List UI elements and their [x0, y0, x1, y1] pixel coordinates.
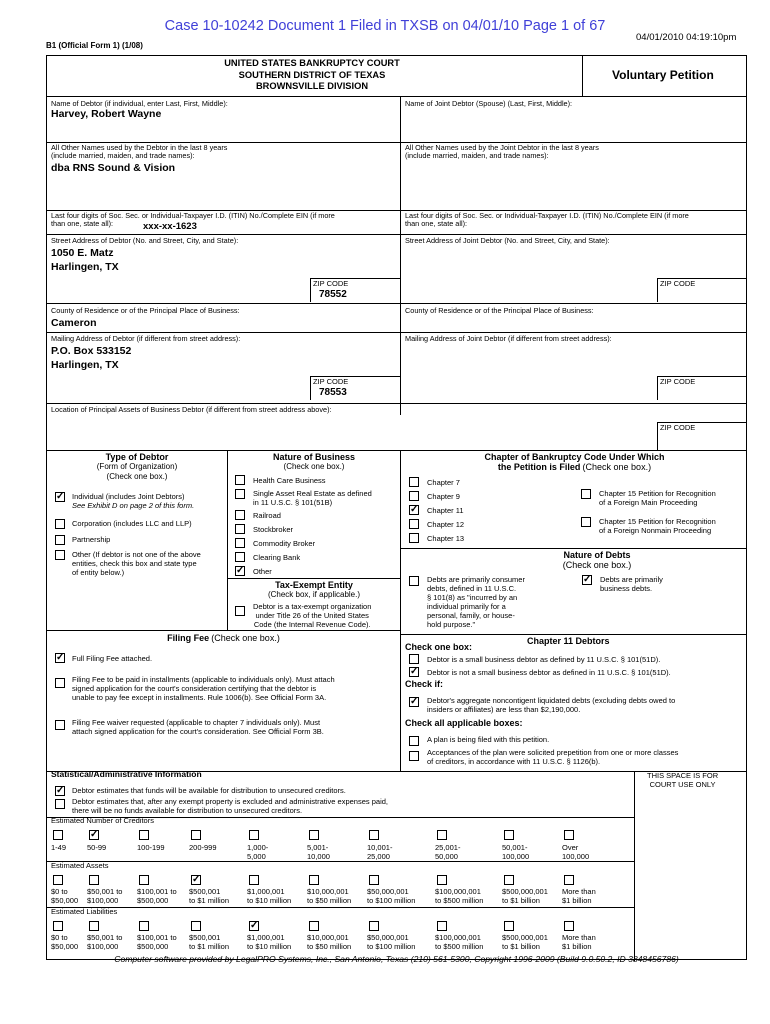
plan-filed-label: A plan is being filed with this petition.	[427, 735, 550, 744]
assets-checkbox-9[interactable]	[564, 875, 574, 885]
health-care-checkbox[interactable]	[235, 475, 245, 485]
chapter-11-label: Chapter 11	[427, 506, 464, 515]
small-business-label: Debtor is a small business debtor as defined by 11 U.S.C. § 101(51D).	[427, 655, 661, 664]
clearing-bank-label: Clearing Bank	[253, 553, 301, 562]
railroad-checkbox[interactable]	[235, 510, 245, 520]
acceptances-label: Acceptances of the plan were solicited prepetition from one or more classes of creditors, in accordance with 11 U.S.C. § 1126(b).	[427, 748, 679, 766]
petition-type: Voluntary Petition	[612, 68, 714, 82]
chapter-9-checkbox[interactable]	[409, 491, 419, 501]
liabilities-option-9: More than $1 billion	[562, 933, 596, 951]
stockbroker-checkbox[interactable]	[235, 524, 245, 534]
timestamp: 04/01/2010 04:19:10pm	[636, 32, 737, 43]
petition-form	[46, 55, 747, 960]
creditors-option-9: Over 100,000	[562, 843, 590, 861]
installments-label: Filing Fee to be paid in installments (applicable to individuals only). Must attach signed application for the court's consideration certifying that the debtor is unable to pay fee except in installments. Rule 1006(b). See Official Form 3A.	[72, 675, 335, 702]
chapter-12-checkbox[interactable]	[409, 519, 419, 529]
assets-checkbox-6[interactable]	[369, 875, 379, 885]
acceptances-checkbox[interactable]	[409, 751, 419, 761]
mail-line2: Harlingen, TX	[51, 359, 119, 371]
chapter-11-checkbox[interactable]	[409, 505, 419, 515]
creditors-option-4: 1,000- 5,000	[247, 843, 269, 861]
case-header: Case 10-10242 Document 1 Filed in TXSB on 04/01/10 Page 1 of 67	[164, 18, 606, 34]
chapter-15-nonmain-checkbox[interactable]	[581, 517, 591, 527]
no-funds-label: Debtor estimates that, after any exempt property is excluded and administrative expenses paid, there will be no funds available for distribution to unsecured creditors.	[72, 797, 388, 815]
funds-available-label: Debtor estimates that funds will be available for distribution to unsecured creditors.	[72, 786, 346, 795]
assets-option-2: $100,001 to $500,000	[137, 887, 177, 905]
creditors-checkbox-2[interactable]	[139, 830, 149, 840]
business-debts-checkbox[interactable]	[582, 575, 592, 585]
assets-option-1: $50,001 to $100,000	[87, 887, 123, 905]
ch11-heading: Chapter 11 Debtors	[527, 636, 610, 646]
creditors-option-2: 100-199	[137, 843, 165, 852]
liabilities-checkbox-1[interactable]	[89, 921, 99, 931]
aggregate-debts-checkbox[interactable]	[409, 697, 419, 707]
nature-of-debts: Nature of Debts (Check one box.)	[562, 550, 632, 571]
filing-fee-heading: Filing Fee (Check one box.)	[167, 633, 280, 643]
creditors-option-5: 5,001- 10,000	[307, 843, 330, 861]
joint-name-label: Name of Joint Debtor (Spouse) (Last, First, Middle):	[405, 99, 573, 108]
creditors-checkbox-5[interactable]	[309, 830, 319, 840]
consumer-debts-label: Debts are primarily consumer debts, defined in 11 U.S.C. § 101(8) as "incurred by an individual primarily for a personal, family, or house- hold purpose."	[427, 575, 525, 629]
liabilities-option-1: $50,001 to $100,000	[87, 933, 123, 951]
assets-option-9: More than $1 billion	[562, 887, 596, 905]
ssn: xxx-xx-1623	[143, 221, 197, 232]
liabilities-checkbox-0[interactable]	[53, 921, 63, 931]
creditors-option-3: 200-999	[189, 843, 217, 852]
location-zip-box: ZIP CODE	[657, 422, 746, 450]
zip: 78552	[319, 288, 347, 300]
assets-checkbox-8[interactable]	[504, 875, 514, 885]
fee-waiver-checkbox[interactable]	[55, 720, 65, 730]
assets-checkbox-5[interactable]	[309, 875, 319, 885]
liabilities-checkbox-7[interactable]	[437, 921, 447, 931]
assets-checkbox-4[interactable]	[249, 875, 259, 885]
assets-option-5: $10,000,001 to $50 million	[307, 887, 352, 905]
creditors-option-0: 1-49	[51, 843, 67, 852]
stat-title: Statistical/Administrative Information	[51, 769, 202, 779]
chapter-15-main-checkbox[interactable]	[581, 489, 591, 499]
liabilities-option-2: $100,001 to $500,000	[137, 933, 177, 951]
check-one-label: Check one box:	[405, 642, 473, 652]
liabilities-checkbox-4[interactable]	[249, 921, 259, 931]
creditors-label: Estimated Number of Creditors	[51, 816, 154, 825]
street-line2: Harlingen, TX	[51, 261, 119, 273]
liabilities-checkbox-3[interactable]	[191, 921, 201, 931]
liabilities-checkbox-2[interactable]	[139, 921, 149, 931]
assets-checkbox-7[interactable]	[437, 875, 447, 885]
assets-label: Estimated Assets	[51, 861, 109, 870]
creditors-option-7: 25,001- 50,000	[435, 843, 461, 861]
full-fee-label: Full Filing Fee attached.	[72, 654, 153, 663]
business-debts-label: Debts are primarily business debts.	[600, 575, 663, 593]
fee-waiver-label: Filing Fee waiver requested (applicable to chapter 7 individuals only). Must attach signed application for the court's consideration. See Official Form 3B.	[72, 718, 324, 736]
street-line1: 1050 E. Matz	[51, 247, 114, 259]
creditors-checkbox-4[interactable]	[249, 830, 259, 840]
mail-line1: P.O. Box 533152	[51, 345, 132, 357]
health-care-label: Health Care Business	[253, 476, 326, 485]
assets-option-4: $1,000,001 to $10 million	[247, 887, 292, 905]
liabilities-checkbox-8[interactable]	[504, 921, 514, 931]
liabilities-option-3: $500,001 to $1 million	[189, 933, 230, 951]
form-id: B1 (Official Form 1) (1/08)	[46, 41, 143, 50]
debtor-name-label: Name of Debtor (if individual, enter Last, First, Middle):	[51, 99, 228, 108]
other-entity-label: Other (If debtor is not one of the above entities, check this box and state type of entity below.)	[72, 550, 201, 577]
mailing-label: Mailing Address of Debtor (if different from street address):	[51, 334, 241, 343]
court-use-only: THIS SPACE IS FOR COURT USE ONLY	[647, 771, 719, 789]
aggregate-debts-label: Debtor's aggregate noncontigent liquidated debts (excluding debts owed to insiders or affiliates) are less than $2,190,000.	[427, 696, 676, 714]
assets-checkbox-0[interactable]	[53, 875, 63, 885]
creditors-checkbox-0[interactable]	[53, 830, 63, 840]
county-label: County of Residence or of the Principal Place of Business:	[51, 306, 240, 315]
joint-mailing-label: Mailing Address of Joint Debtor (if different from street address):	[405, 334, 612, 343]
zip-box: ZIP CODE 78552	[310, 278, 400, 302]
chapter-heading: Chapter of Bankruptcy Code Under Which the Petition is Filed (Check one box.)	[484, 452, 665, 473]
other-business-checkbox[interactable]	[235, 566, 245, 576]
court-title: UNITED STATES BANKRUPTCY COURT SOUTHERN DISTRICT OF TEXAS BROWNSVILLE DIVISION	[224, 58, 400, 92]
mail-zip: 78553	[319, 386, 347, 398]
liabilities-option-6: $50,000,001 to $100 million	[367, 933, 416, 951]
street-label: Street Address of Debtor (No. and Street, City, and State):	[51, 236, 239, 245]
chapter-15-main-label: Chapter 15 Petition for Recognition of a Foreign Main Proceeding	[599, 489, 716, 507]
liabilities-option-0: $0 to $50,000	[51, 933, 79, 951]
chapter-12-label: Chapter 12	[427, 520, 465, 529]
chapter-13-checkbox[interactable]	[409, 533, 419, 543]
creditors-option-6: 10,001- 25,000	[367, 843, 393, 861]
not-small-business-label: Debtor is not a small business debtor as defined in 11 U.S.C. § 101(51D).	[427, 668, 671, 677]
plan-filed-checkbox[interactable]	[409, 736, 419, 746]
joint-county-label: County of Residence or of the Principal Place of Business:	[405, 306, 594, 315]
assets-checkbox-2[interactable]	[139, 875, 149, 885]
other-entity-checkbox[interactable]	[55, 550, 65, 560]
single-asset-label: Single Asset Real Estate as defined in 11 U.S.C. § 101(51B)	[253, 489, 372, 507]
liabilities-checkbox-6[interactable]	[369, 921, 379, 931]
full-fee-checkbox[interactable]	[55, 653, 65, 663]
stockbroker-label: Stockbroker	[253, 525, 294, 534]
commodity-checkbox[interactable]	[235, 538, 245, 548]
commodity-label: Commodity Broker	[253, 539, 316, 548]
liabilities-option-7: $100,000,001 to $500 million	[435, 933, 484, 951]
assets-option-0: $0 to $50,000	[51, 887, 79, 905]
chapter-7-checkbox[interactable]	[409, 477, 419, 487]
creditors-option-8: 50,001- 100,000	[502, 843, 530, 861]
corporation-label: Corporation (includes LLC and LLP)	[72, 519, 192, 528]
not-small-business-checkbox[interactable]	[409, 667, 419, 677]
other-names: dba RNS Sound & Vision	[51, 162, 176, 174]
assets-option-8: $500,000,001 to $1 billion	[502, 887, 548, 905]
other-names-label: All Other Names used by the Debtor in the last 8 years (include married, maiden, and trade names):	[51, 143, 228, 161]
footer-credit: Computer software provided by LegalPRO Systems, Inc., San Antonio, Texas (210) 561-5300, Copyright 1996-2009 (Build 9.0.50.2, ID 3848456786)	[114, 954, 679, 964]
individual-label: Individual (includes Joint Debtors)	[72, 492, 185, 501]
mail-zip-box: ZIP CODE 78553	[310, 376, 400, 400]
liabilities-label: Estimated Liabilities	[51, 907, 118, 916]
debtor-name: Harvey, Robert Wayne	[51, 108, 162, 120]
no-funds-checkbox[interactable]	[55, 799, 65, 809]
assets-option-3: $500,001 to $1 million	[189, 887, 230, 905]
creditors-option-1: 50-99	[87, 843, 107, 852]
liabilities-option-4: $1,000,001 to $10 million	[247, 933, 292, 951]
other-business-label: Other	[253, 567, 272, 576]
joint-other-names-label: All Other Names used by the Joint Debtor in the last 8 years (include married, maiden, and trade names):	[405, 143, 599, 161]
individual-checkbox[interactable]	[55, 492, 65, 502]
liabilities-option-8: $500,000,001 to $1 billion	[502, 933, 548, 951]
single-asset-checkbox[interactable]	[235, 489, 245, 499]
railroad-label: Railroad	[253, 511, 281, 520]
tax-exempt-label: Debtor is a tax-exempt organization under Title 26 of the United States Code (the Internal Revenue Code).	[253, 602, 372, 629]
creditors-checkbox-6[interactable]	[369, 830, 379, 840]
ssn-label: Last four digits of Soc. Sec. or Individual-Taxpayer I.D. (ITIN) No./Complete EIN (if more than one, state all):	[51, 211, 335, 229]
creditors-checkbox-3[interactable]	[191, 830, 201, 840]
joint-street-label: Street Address of Joint Debtor (No. and Street, City, and State):	[405, 236, 610, 245]
exhibit-d-note: See Exhibit D on page 2 of this form.	[72, 501, 195, 510]
check-all-label: Check all applicable boxes:	[405, 718, 523, 728]
chapter-13-label: Chapter 13	[427, 534, 465, 543]
creditors-checkbox-1[interactable]	[89, 830, 99, 840]
small-business-checkbox[interactable]	[409, 654, 419, 664]
creditors-checkbox-8[interactable]	[504, 830, 514, 840]
joint-mail-zip-box: ZIP CODE	[657, 376, 746, 400]
tax-exempt: Tax-Exempt Entity (Check box, if applicable.)	[267, 580, 361, 600]
consumer-debts-checkbox[interactable]	[409, 576, 419, 586]
tax-exempt-checkbox[interactable]	[235, 606, 245, 616]
funds-available-checkbox[interactable]	[55, 786, 65, 796]
liabilities-checkbox-9[interactable]	[564, 921, 574, 931]
partnership-checkbox[interactable]	[55, 535, 65, 545]
partnership-label: Partnership	[72, 535, 111, 544]
creditors-checkbox-9[interactable]	[564, 830, 574, 840]
joint-zip-box: ZIP CODE	[657, 278, 746, 302]
county: Cameron	[51, 317, 97, 329]
assets-checkbox-3[interactable]	[191, 875, 201, 885]
nature-of-business: Nature of Business (Check one box.)	[272, 452, 356, 472]
assets-checkbox-1[interactable]	[89, 875, 99, 885]
installments-checkbox[interactable]	[55, 678, 65, 688]
creditors-checkbox-7[interactable]	[437, 830, 447, 840]
joint-ssn-label: Last four digits of Soc. Sec. or Individual-Taxpayer I.D. (ITIN) No./Complete EIN (if more than one, state all):	[405, 211, 689, 229]
assets-option-6: $50,000,001 to $100 million	[367, 887, 416, 905]
corporation-checkbox[interactable]	[55, 519, 65, 529]
chapter-7-label: Chapter 7	[427, 478, 460, 487]
liabilities-checkbox-5[interactable]	[309, 921, 319, 931]
type-of-debtor: Type of Debtor (Form of Organization) (Check one box.)	[96, 452, 178, 482]
chapter-9-label: Chapter 9	[427, 492, 460, 501]
liabilities-option-5: $10,000,001 to $50 million	[307, 933, 352, 951]
chapter-15-nonmain-label: Chapter 15 Petition for Recognition of a Foreign Nonmain Proceeding	[599, 517, 716, 535]
check-if-label: Check if:	[405, 679, 444, 689]
assets-option-7: $100,000,001 to $500 million	[435, 887, 484, 905]
clearing-bank-checkbox[interactable]	[235, 552, 245, 562]
location-label: Location of Principal Assets of Business Debtor (if different from street address above):	[51, 405, 332, 414]
